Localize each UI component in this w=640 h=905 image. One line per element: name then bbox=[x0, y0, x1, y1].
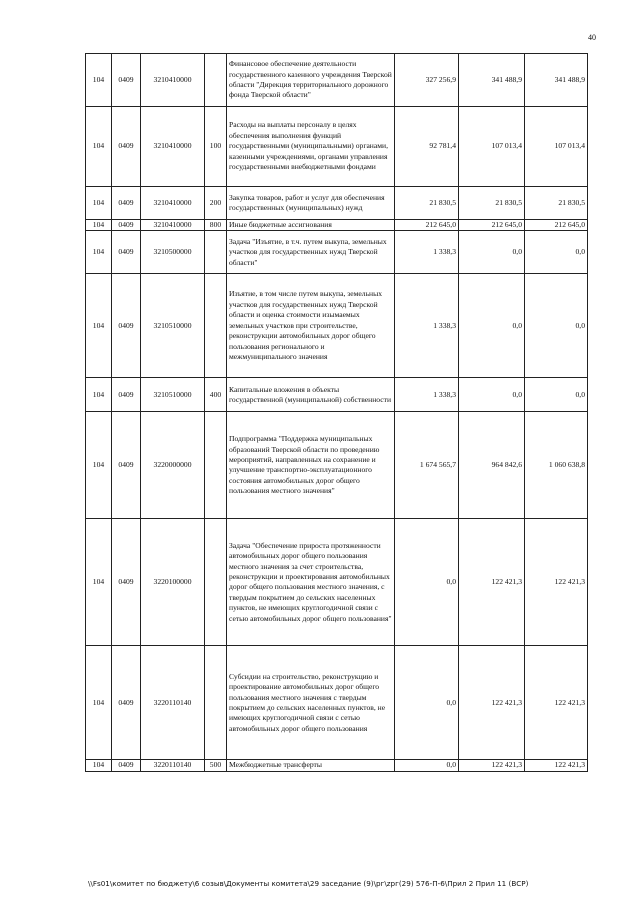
cell-target-article: 3210410000 bbox=[141, 107, 205, 187]
cell-name: Межбюджетные трансферты bbox=[227, 760, 395, 771]
cell-amount-year1: 21 830,5 bbox=[395, 187, 459, 220]
cell-amount-year2: 341 488,9 bbox=[459, 54, 525, 107]
cell-section: 104 bbox=[86, 107, 112, 187]
cell-name: Подпрограмма "Поддержка муниципальных образований Тверской области по проведению мероприятий, направленных на сохранение и улучшение транспортно-эксплуатационного состояния автомобильных дорог общего пользования местного значения" bbox=[227, 412, 395, 519]
cell-amount-year3: 0,0 bbox=[525, 274, 588, 378]
cell-amount-year3: 212 645,0 bbox=[525, 220, 588, 231]
cell-amount-year1: 212 645,0 bbox=[395, 220, 459, 231]
cell-amount-year1: 1 674 565,7 bbox=[395, 412, 459, 519]
cell-name: Субсидии на строительство, реконструкцию и проектирование автомобильных дорог общего пользования местного значения с твердым покрытием до сельских населенных пунктов, не имеющих круглогодичной связи с сетью автомобильных дорог общего пользования bbox=[227, 646, 395, 760]
cell-name: Закупка товаров, работ и услуг для обеспечения государственных (муниципальных) нужд bbox=[227, 187, 395, 220]
cell-expense-type: 400 bbox=[205, 378, 227, 412]
cell-subsection: 0409 bbox=[112, 519, 141, 646]
cell-amount-year2: 964 842,6 bbox=[459, 412, 525, 519]
cell-amount-year2: 212 645,0 bbox=[459, 220, 525, 231]
table-row bbox=[86, 646, 588, 760]
cell-name: Изъятие, в том числе путем выкупа, земельных участков для государственных нужд Тверской области и оценка стоимости изымаемых земельных участков при строительстве, реконструкции автомобильных дорог общего пользования регионального и межмуниципального значения bbox=[227, 274, 395, 378]
cell-section: 104 bbox=[86, 187, 112, 220]
cell-subsection: 0409 bbox=[112, 231, 141, 274]
cell-expense-type bbox=[205, 231, 227, 274]
footer-file-path: \\Fs01\комитет по бюджету\6 созыв\Документы комитета\29 заседание (9)\рг\zрг(29) 576-П-6\Прил 2 Прил 11 (ВСР) bbox=[88, 879, 529, 888]
cell-section: 104 bbox=[86, 378, 112, 412]
cell-amount-year1: 327 256,9 bbox=[395, 54, 459, 107]
cell-amount-year3: 21 830,5 bbox=[525, 187, 588, 220]
cell-section: 104 bbox=[86, 274, 112, 378]
cell-section: 104 bbox=[86, 412, 112, 519]
cell-expense-type bbox=[205, 274, 227, 378]
cell-target-article: 3210510000 bbox=[141, 274, 205, 378]
table-row bbox=[86, 412, 588, 519]
cell-amount-year2: 0,0 bbox=[459, 274, 525, 378]
cell-section: 104 bbox=[86, 220, 112, 231]
page-number: 40 bbox=[588, 33, 596, 42]
cell-target-article: 3220110140 bbox=[141, 646, 205, 760]
cell-amount-year1: 0,0 bbox=[395, 646, 459, 760]
cell-amount-year1: 0,0 bbox=[395, 760, 459, 771]
cell-target-article: 3220110140 bbox=[141, 760, 205, 771]
cell-target-article: 3210410000 bbox=[141, 54, 205, 107]
cell-target-article: 3210410000 bbox=[141, 187, 205, 220]
table-row bbox=[86, 378, 588, 412]
cell-amount-year3: 122 421,3 bbox=[525, 760, 588, 771]
cell-amount-year3: 1 060 638,8 bbox=[525, 412, 588, 519]
cell-target-article: 3210510000 bbox=[141, 378, 205, 412]
cell-expense-type bbox=[205, 54, 227, 107]
cell-expense-type bbox=[205, 412, 227, 519]
table-row bbox=[86, 107, 588, 187]
cell-amount-year2: 122 421,3 bbox=[459, 646, 525, 760]
cell-section: 104 bbox=[86, 231, 112, 274]
cell-amount-year2: 0,0 bbox=[459, 231, 525, 274]
cell-subsection: 0409 bbox=[112, 187, 141, 220]
table-row bbox=[86, 231, 588, 274]
cell-expense-type: 100 bbox=[205, 107, 227, 187]
cell-subsection: 0409 bbox=[112, 274, 141, 378]
table-row bbox=[86, 760, 588, 771]
cell-section: 104 bbox=[86, 519, 112, 646]
cell-section: 104 bbox=[86, 54, 112, 107]
cell-expense-type bbox=[205, 519, 227, 646]
cell-name: Финансовое обеспечение деятельности государственного казенного учреждения Тверской области "Дирекция территориального дорожного фонда Тверской области" bbox=[227, 54, 395, 107]
cell-name: Задача "Изъятие, в т.ч. путем выкупа, земельных участков для государственных нужд Тверской области" bbox=[227, 231, 395, 274]
cell-amount-year1: 1 338,3 bbox=[395, 231, 459, 274]
table-row bbox=[86, 274, 588, 378]
cell-amount-year3: 0,0 bbox=[525, 231, 588, 274]
cell-section: 104 bbox=[86, 760, 112, 771]
cell-expense-type: 800 bbox=[205, 220, 227, 231]
cell-target-article: 3220000000 bbox=[141, 412, 205, 519]
cell-amount-year3: 0,0 bbox=[525, 378, 588, 412]
cell-name: Иные бюджетные ассигнования bbox=[227, 220, 395, 231]
cell-expense-type bbox=[205, 646, 227, 760]
cell-amount-year2: 21 830,5 bbox=[459, 187, 525, 220]
cell-amount-year2: 122 421,3 bbox=[459, 760, 525, 771]
cell-amount-year2: 122 421,3 bbox=[459, 519, 525, 646]
cell-amount-year3: 107 013,4 bbox=[525, 107, 588, 187]
cell-subsection: 0409 bbox=[112, 220, 141, 231]
cell-amount-year1: 1 338,3 bbox=[395, 378, 459, 412]
cell-amount-year3: 122 421,3 bbox=[525, 519, 588, 646]
cell-expense-type: 500 bbox=[205, 760, 227, 771]
cell-name: Капитальные вложения в объекты государственной (муниципальной) собственности bbox=[227, 378, 395, 412]
table-body bbox=[86, 54, 588, 772]
table-row bbox=[86, 220, 588, 231]
table-row bbox=[86, 519, 588, 646]
cell-amount-year2: 0,0 bbox=[459, 378, 525, 412]
cell-subsection: 0409 bbox=[112, 107, 141, 187]
cell-subsection: 0409 bbox=[112, 378, 141, 412]
cell-name: Задача "Обеспечение прироста протяженности автомобильных дорог общего пользования местного значения за счет строительства, реконструкции и проектирования автомобильных дорог общего пользования местного значения, с твердым покрытием до сельских населенных пунктов, не имеющих круглогодичной связи с сетью автомобильных дорог общего пользования" bbox=[227, 519, 395, 646]
budget-table bbox=[85, 53, 588, 772]
table-row bbox=[86, 54, 588, 107]
cell-target-article: 3220100000 bbox=[141, 519, 205, 646]
cell-amount-year1: 92 781,4 bbox=[395, 107, 459, 187]
cell-target-article: 3210500000 bbox=[141, 231, 205, 274]
cell-subsection: 0409 bbox=[112, 54, 141, 107]
cell-target-article: 3210410000 bbox=[141, 220, 205, 231]
cell-amount-year1: 0,0 bbox=[395, 519, 459, 646]
cell-amount-year3: 122 421,3 bbox=[525, 646, 588, 760]
cell-amount-year3: 341 488,9 bbox=[525, 54, 588, 107]
cell-subsection: 0409 bbox=[112, 760, 141, 771]
cell-subsection: 0409 bbox=[112, 646, 141, 760]
cell-amount-year2: 107 013,4 bbox=[459, 107, 525, 187]
cell-name: Расходы на выплаты персоналу в целях обеспечения выполнения функций государственными (муниципальными) органами, казенными учреждениями, органами управления государственными внебюджетными фондами bbox=[227, 107, 395, 187]
cell-expense-type: 200 bbox=[205, 187, 227, 220]
cell-subsection: 0409 bbox=[112, 412, 141, 519]
table-row bbox=[86, 187, 588, 220]
cell-section: 104 bbox=[86, 646, 112, 760]
cell-amount-year1: 1 338,3 bbox=[395, 274, 459, 378]
